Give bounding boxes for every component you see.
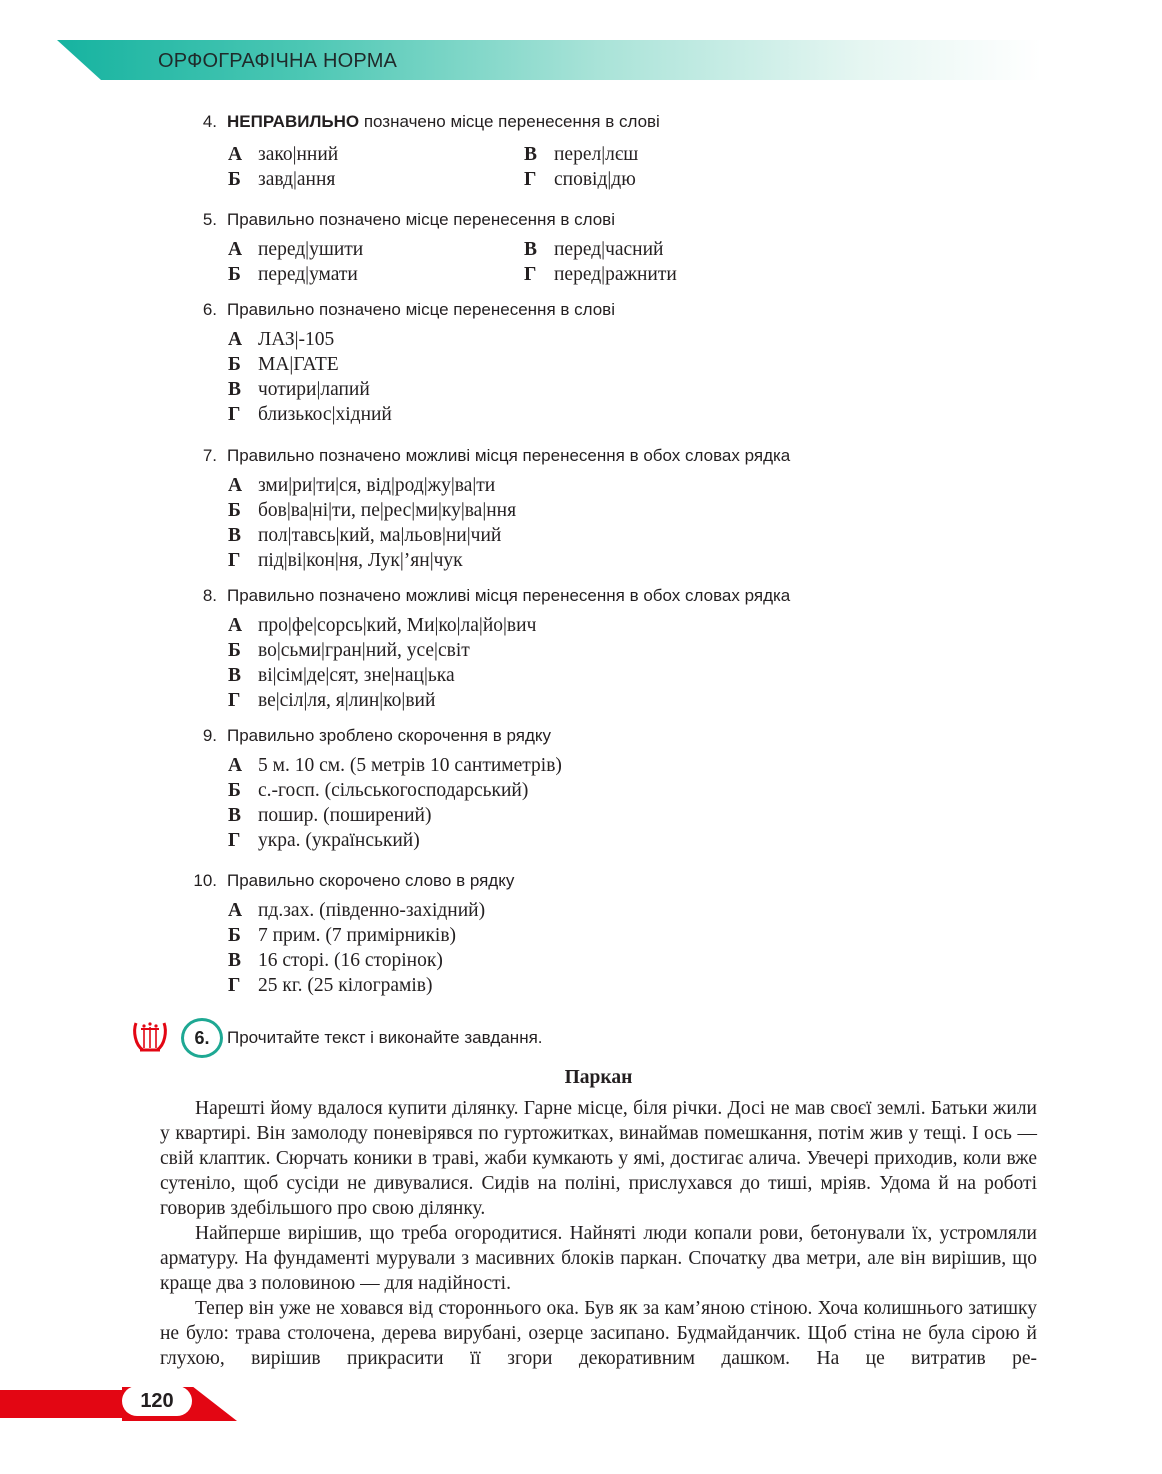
option-text: укра. (український) xyxy=(258,830,420,851)
page-header-title: ОРФОГРАФІЧНА НОРМА xyxy=(158,50,398,72)
option-b xyxy=(228,924,456,948)
question-text: Правильно позначено можливі місця перенесення в обох словах рядка xyxy=(227,446,791,465)
question-6-title xyxy=(202,299,615,321)
question-8-title xyxy=(202,585,791,607)
option-g xyxy=(228,549,463,573)
option-text: 16 сторі. (16 сторінок) xyxy=(258,950,443,971)
option-text: пд.зах. (південно-західний) xyxy=(258,900,486,921)
option-text: про|фе|сорсь|кий, Ми|ко|ла|йо|вич xyxy=(258,615,537,636)
option-letter: Б xyxy=(228,925,241,946)
option-letter: Г xyxy=(228,404,241,425)
option-v xyxy=(228,378,370,402)
option-letter: Г xyxy=(228,975,241,996)
option-text: перел|лєш xyxy=(554,144,639,165)
option-letter: А xyxy=(228,144,243,165)
option-text: ве|сіл|ля, я|лин|ко|вий xyxy=(258,690,436,711)
option-text: близькос|хідний xyxy=(258,404,392,425)
option-letter: Б xyxy=(228,640,241,661)
question-number: 10. xyxy=(193,871,217,890)
option-letter: Б xyxy=(228,169,241,190)
option-b xyxy=(228,499,516,523)
option-text: зако|нний xyxy=(258,144,339,165)
option-letter: А xyxy=(228,615,243,636)
option-g xyxy=(228,403,392,427)
option-a xyxy=(228,614,536,638)
option-text: бов|ва|ні|ти, пе|рес|ми|ку|ва|ння xyxy=(258,500,517,521)
question-text: позначено місце перенесення в слові xyxy=(359,112,660,131)
option-letter: В xyxy=(524,239,538,260)
question-number: 9. xyxy=(202,726,217,745)
option-letter: А xyxy=(228,475,243,496)
option-letter: В xyxy=(228,950,242,971)
option-text: с.-госп. (сільськогосподарський) xyxy=(258,780,529,801)
option-a xyxy=(228,143,338,167)
page-number: 120 xyxy=(122,1386,192,1416)
task-number-badge: 6. xyxy=(181,1018,223,1058)
lyre-icon xyxy=(131,1017,169,1055)
option-text: перед|ушити xyxy=(258,239,364,260)
option-b xyxy=(228,168,335,192)
task-instruction: Прочитайте текст і виконайте завдання. xyxy=(227,1028,543,1047)
option-v xyxy=(228,664,455,688)
question-4-title xyxy=(202,111,660,133)
option-a xyxy=(228,474,495,498)
option-g xyxy=(524,168,636,192)
question-text: Правильно скорочено слово в рядку xyxy=(227,871,515,890)
option-letter: В xyxy=(228,525,242,546)
option-text: МА|ГАТЕ xyxy=(258,354,339,375)
option-text: перед|ражнити xyxy=(554,264,677,285)
option-g xyxy=(228,974,433,998)
option-text: сповід|дю xyxy=(554,169,636,190)
option-b xyxy=(228,263,358,287)
question-text: Правильно позначено місце перенесення в слові xyxy=(227,300,615,319)
option-g xyxy=(228,689,435,713)
question-7-title xyxy=(202,445,791,467)
option-a xyxy=(228,754,562,778)
option-text: під|ві|кон|ня, Лук|’ян|чук xyxy=(258,550,463,571)
option-g xyxy=(524,263,677,287)
option-text: пошир. (поширений) xyxy=(258,805,432,826)
option-v xyxy=(228,804,431,828)
option-text: пол|тавсь|кий, ма|льов|ни|чий xyxy=(258,525,502,546)
option-text: завд|ання xyxy=(258,169,336,190)
option-letter: Б xyxy=(228,500,241,521)
option-text: зми|ри|ти|ся, від|род|жу|ва|ти xyxy=(258,475,496,496)
option-letter: Г xyxy=(228,830,241,851)
option-letter: А xyxy=(228,239,243,260)
option-letter: Г xyxy=(228,550,241,571)
option-a xyxy=(228,328,334,352)
question-text: Правильно зроблено скорочення в рядку xyxy=(227,726,552,745)
question-number: 7. xyxy=(202,446,217,465)
option-letter: А xyxy=(228,900,243,921)
question-number: 6. xyxy=(202,300,217,319)
footer-accent-bar xyxy=(0,1390,140,1418)
option-letter: А xyxy=(228,329,243,350)
passage-title: Паркан xyxy=(564,1067,633,1088)
question-5-title xyxy=(202,209,615,231)
option-b xyxy=(228,353,339,377)
option-letter: Г xyxy=(228,690,241,711)
option-text: чотири|лапий xyxy=(258,379,370,400)
question-text: Правильно позначено місце перенесення в слові xyxy=(227,210,615,229)
question-emphasis: НЕПРАВИЛЬНО xyxy=(227,112,360,131)
option-a xyxy=(228,899,485,923)
question-number: 8. xyxy=(202,586,217,605)
question-9-title xyxy=(202,725,552,747)
option-text: ві|сім|де|сят, зне|нац|ька xyxy=(258,665,455,686)
option-v xyxy=(524,143,638,167)
option-letter: Б xyxy=(228,780,241,801)
option-a xyxy=(228,238,363,262)
option-letter: А xyxy=(228,755,243,776)
option-letter: Б xyxy=(228,354,241,375)
option-letter: В xyxy=(524,144,538,165)
option-text: 5 м. 10 см. (5 метрів 10 сантиметрів) xyxy=(258,755,562,776)
passage-paragraph: Нарешті йому вдалося купити ділянку. Гарне місце, біля річки. Досі не мав своєї землі. Батьки жили у квартирі. Він замолоду поневірявся по гуртожитках, винаймав помешкання, потім жив у тещі. І ось — свій клаптик. Сюрчать коники в траві, жаби кумкають у ямі, достигає алича. Увечері приходив, коли вже сутеніло, щоб сусіди не дивувалися. Сидів на поліні, прислухався до тиші, мріяв. Удома й на роботі говорив здебільшого про свою ділянку. xyxy=(160,1098,1037,1219)
passage-paragraph: Найперше вирішив, що треба огородитися. Найняті люди копали рови, бетонували їх, устромляли арматуру. На фундаменті мурували з масивних блоків паркан. Спочатку два метри, але він вирішив, що краще два з половиною — для надійності. xyxy=(160,1223,1037,1294)
option-text: 25 кг. (25 кілограмів) xyxy=(258,975,433,996)
option-letter: В xyxy=(228,805,242,826)
option-text: 7 прим. (7 примірників) xyxy=(258,925,457,946)
option-text: перед|часний xyxy=(554,239,664,260)
option-letter: Г xyxy=(524,169,537,190)
passage-paragraph: Тепер він уже не ховався від стороннього ока. Був як за кам’яною стіною. Хоча колишнього затишку не було: трава столочена, дерева вирубані, озерце засипано. Будмайданчик. Щоб стіна не була сірою й глухою, вирішив прикрасити її згори декоративним дашком. На це витратив ре- xyxy=(160,1298,1037,1369)
question-text: Правильно позначено можливі місця перенесення в обох словах рядка xyxy=(227,586,791,605)
option-b xyxy=(228,779,528,803)
option-text: во|сьми|гран|ний, усе|світ xyxy=(258,640,470,661)
option-v xyxy=(228,524,501,548)
option-b xyxy=(228,639,470,663)
question-number: 4. xyxy=(202,112,217,131)
option-v xyxy=(524,238,664,262)
option-letter: Г xyxy=(524,264,537,285)
option-letter: В xyxy=(228,665,242,686)
question-10-title xyxy=(193,870,515,892)
option-text: перед|умати xyxy=(258,264,358,285)
option-g xyxy=(228,829,420,853)
option-text: ЛАЗ|-105 xyxy=(258,329,335,350)
option-v xyxy=(228,949,443,973)
question-number: 5. xyxy=(202,210,217,229)
passage-body xyxy=(160,1096,1037,1371)
option-letter: Б xyxy=(228,264,241,285)
option-letter: В xyxy=(228,379,242,400)
